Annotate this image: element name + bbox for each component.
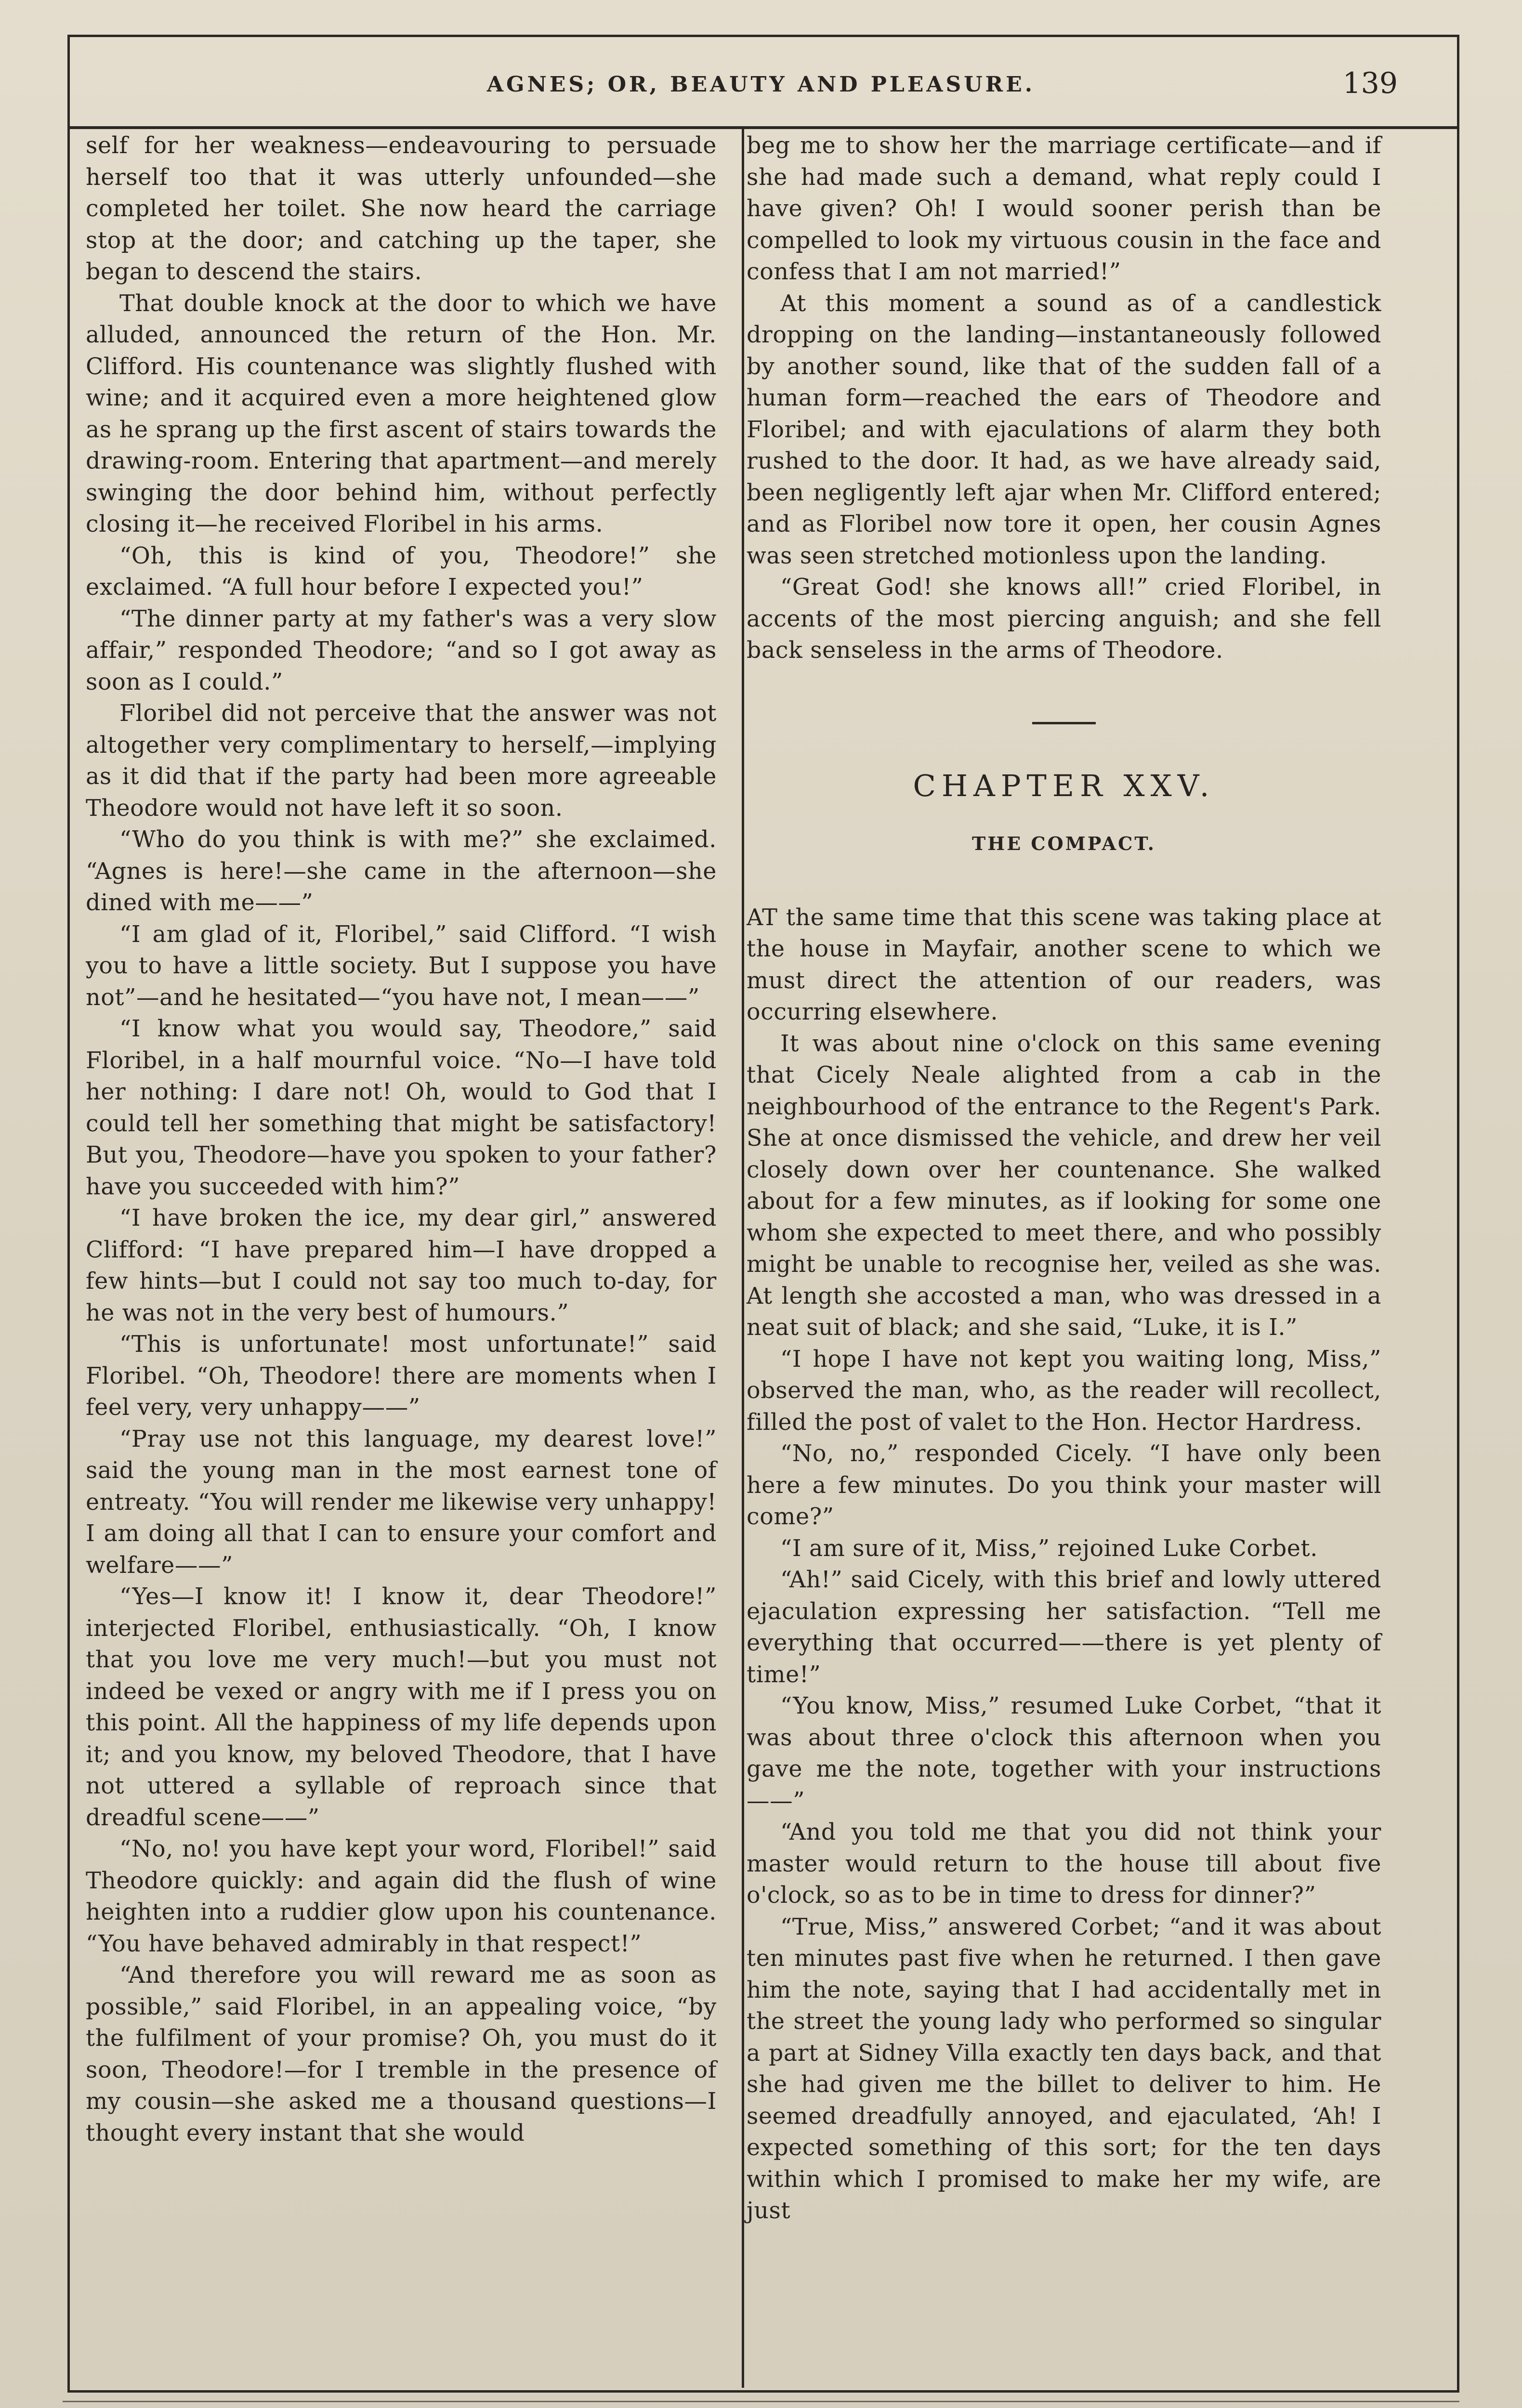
paragraph: Floribel did not perceive that the answer was not altogether very complimentary to herself,—implying as it did that if the party had been more agreeable Theodore would not have left it so soon. [86,700,717,822]
paragraph: “Ah!” said Cicely, with this brief and lowly uttered ejaculation expressing her satisfaction. “Tell me everything that occurred——there is yet plenty of time!” [747,1567,1381,1688]
chapter-title: CHAPTER XXV. [913,768,1215,803]
paragraph: “True, Miss,” answered Corbet; “and it was about ten minutes past five when he returned. I then gave him the note, saying that I had accidentally met in the street the young lady who performed so singular a part at Sidney Villa exactly ten days back, and that she had given me the billet to deliver to him. He seemed dreadfully annoyed, and ejaculated, ‘Ah! I expected something of this sort; for the ten days within which I promised to make her my wife, are just [747,1913,1381,2224]
header-rule [67,126,1457,129]
paragraph: AT the same time that this scene was taking place at the house in Mayfair, another scene to which we must direct the attention of our readers, was occurring elsewhere. [747,904,1381,1025]
paragraph: “I have broken the ice, my dear girl,” answered Clifford: “I have prepared him—I have dropped a few hints—but I could not say too much to-day, for he was not in the very best of humours.” [86,1205,717,1326]
paragraph: “And therefore you will reward me as soon as possible,” said Floribel, in an appealing voice, “by the fulfilment of your promise? Oh, you must do it soon, Theodore!—for I tremble in the presence of my cousin—she asked me a thousand questions—I thought every instant that she would [86,1962,717,2146]
running-head: AGNES; OR, BEAUTY AND PLEASURE. [486,72,1036,97]
paragraph: “Yes—I know it! I know it, dear Theodore!” interjected Floribel, enthusiastically. “Oh, I know that you love me very much!—but you must not indeed be vexed or angry with me if I press you on this point. All the happiness of my life depends upon it; and you know, my beloved Theodore, that I have not uttered a syllable of reproach since that dreadful scene——” [86,1584,717,1831]
footer-rule [63,2401,1459,2402]
paragraph: “Oh, this is kind of you, Theodore!” she exclaimed. “A full hour before I expected you!” [86,542,717,601]
paragraph: “I know what you would say, Theodore,” said Floribel, in a half mournful voice. “No—I have told her nothing: I dare not! Oh, would to God that I could tell her something that might be satisfactory! But you, Theodore—have you spoken to your father? have you succeeded with him?” [86,1016,717,1200]
paragraph: “Who do you think is with me?” she exclaimed. “Agnes is here!—she came in the afternoon—she dined with me——” [86,826,717,916]
paragraph: “I hope I have not kept you waiting long, Miss,” observed the man, who, as the reader will recollect, filled the post of valet to the Hon. Hector Hardress. [747,1346,1381,1436]
paragraph: beg me to show her the marriage certificate—and if she had made such a demand, what reply could I have given? Oh! I would sooner perish than be compelled to look my virtuous cousin in the face and confess that I am not married!” [747,132,1381,285]
paragraph: At this moment a sound as of a candlestick dropping on the landing—instantaneously followed by another sound, like that of the sudden fall of a human form—reached the ears of Theodore and Floribel; and with ejaculations of alarm they both rushed to the door. It had, as we have already said, been negligently left ajar when Mr. Clifford entered; and as Floribel now tore it open, her cousin Agnes was seen stretched motionless upon the landing. [747,290,1381,569]
paragraph: “No, no,” responded Cicely. “I have only been here a few minutes. Do you think your master will come?” [747,1440,1381,1530]
paragraph: “Great God! she knows all!” cried Floribel, in accents of the most piercing anguish; and she fell back senseless in the arms of Theodore. [747,574,1381,664]
paragraph: “You know, Miss,” resumed Luke Corbet, “that it was about three o'clock this afternoon when you gave me the note, together with your instructions——” [747,1693,1381,1814]
paragraph: It was about nine o'clock on this same evening that Cicely Neale alighted from a cab in the neighbourhood of the entrance to the Regent's Park. She at once dismissed the vehicle, and drew her veil closely down over her countenance. She walked about for a few minutes, as if looking for some one whom she expected to meet there, and who possibly might be unable to recognise her, veiled as she was. At length she accosted a man, who was dressed in a neat suit of black; and she said, “Luke, it is I.” [747,1030,1381,1341]
paragraph: “Pray use not this language, my dearest love!” said the young man in the most earnest tone of entreaty. “You will render me likewise very unhappy! I am doing all that I can to ensure your comfort and welfare——” [86,1426,717,1579]
paragraph: “I am sure of it, Miss,” rejoined Luke Corbet. [780,1535,1318,1562]
paragraph: “This is unfortunate! most unfortunate!” said Floribel. “Oh, Theodore! there are moments when I feel very, very unhappy——” [86,1331,717,1421]
paragraph: “I am glad of it, Floribel,” said Clifford. “I wish you to have a little society. But I suppose you have not”—and he hesitated—“you have not, I mean——” [86,921,717,1011]
paragraph: “No, no! you have kept your word, Floribel!” said Theodore quickly: and again did the flush of wine heighten into a ruddier glow upon his countenance. “You have behaved admirably in that respect!” [86,1836,717,1957]
paragraph: self for her weakness—endeavouring to persuade herself too that it was utterly unfounded—she completed her toilet. She now heard the carriage stop at the door; and catching up the taper, she began to descend the stairs. [86,132,717,285]
right-column [747,130,1381,2227]
left-column [86,130,717,2149]
column-divider [742,129,744,2388]
chapter-subtitle: THE COMPACT. [972,833,1156,854]
page-number: 139 [1342,66,1398,100]
paragraph: That double knock at the door to which we have alluded, announced the return of the Hon. Mr. Clifford. His countenance was slightly flushed with wine; and it acquired even a more heightened glow as he sprang up the first ascent of stairs towards the drawing-room. Entering that apartment—and merely swinging the door behind him, without perfectly closing it—he received Floribel in his arms. [86,290,717,537]
paragraph: “And you told me that you did not think your master would return to the house till about five o'clock, so as to be in time to dress for dinner?” [747,1819,1381,1909]
chapter-rule [1032,722,1096,724]
paragraph: “The dinner party at my father's was a very slow affair,” responded Theodore; “and so I got away as soon as I could.” [86,605,717,695]
